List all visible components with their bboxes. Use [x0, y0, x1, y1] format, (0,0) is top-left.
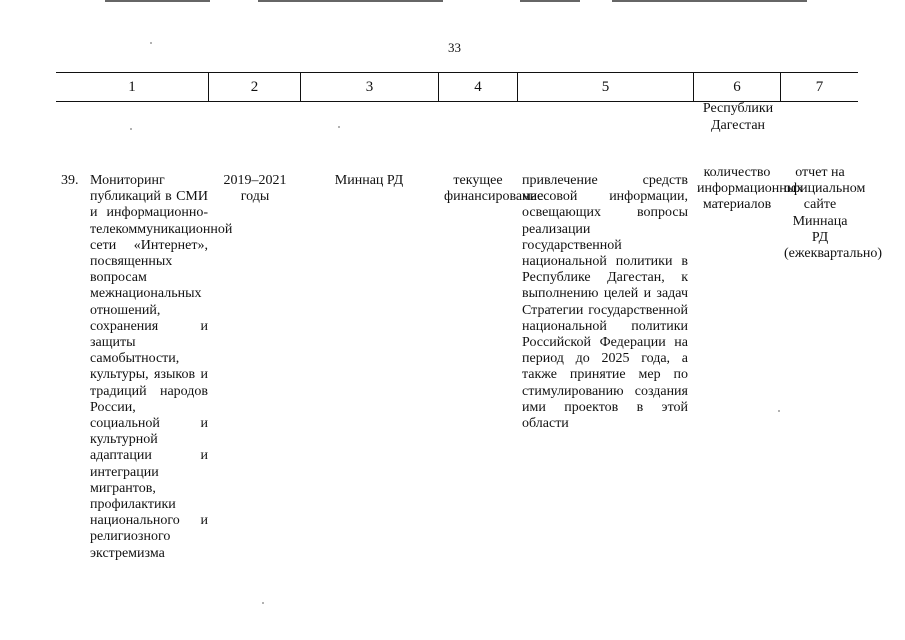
- row-col-5-result: привлечение средств массовой информации, освещающих вопросы реализации государственной национальной политики в Республике Дагестан, к выполнению целей и задач Стратегии государственной национальной политики Российской Федерации на период до 2025 года, а также принятие мер по стимулированию создания ими проектов в этой области: [522, 173, 688, 432]
- scan-speck: [778, 410, 780, 412]
- continued-cell-col-6: Республики Дагестан: [702, 101, 774, 133]
- scan-speck: [262, 602, 264, 604]
- row-col-3-executor: Миннац РД: [334, 173, 404, 188]
- header-col-5: 5: [601, 79, 610, 95]
- header-col-7: 7: [815, 79, 824, 95]
- scan-artifact-line: [105, 0, 210, 2]
- row-number: 39.: [61, 173, 79, 188]
- row-col-7-reporting: отчет на официальном сайте Миннаца РД (ежеквартально): [784, 165, 882, 262]
- row-col-6-indicator: количество информационных материалов: [697, 165, 804, 213]
- scan-speck: [338, 126, 340, 128]
- header-col-3: 3: [365, 79, 374, 95]
- header-col-6: 6: [733, 79, 741, 95]
- scan-artifact-line: [612, 0, 807, 2]
- header-col-4: 4: [474, 79, 482, 95]
- table-header-top-rule: [56, 72, 858, 73]
- header-col-1: 1: [128, 79, 136, 95]
- row-col-2-period: 2019–2021 годы: [223, 173, 287, 205]
- row-col-1-measure: Мониторинг публикаций в СМИ и информационно-телекоммуникационной сети «Интернет», посвященных вопросам межнациональных отношений, сохранения и защиты самобытности, культуры, языков и традиций народов России, социальной и культурной адаптации и интеграции мигрантов, профилактики национального и религиозного экстремизма: [90, 173, 233, 561]
- scan-speck: [150, 42, 152, 44]
- scan-artifact-line: [258, 0, 443, 2]
- scan-artifact-line: [520, 0, 580, 2]
- header-col-2: 2: [250, 79, 259, 95]
- page-number: 33: [448, 40, 461, 55]
- row-col-4-financing: текущее финансирование: [444, 173, 544, 205]
- scan-speck: [130, 128, 132, 130]
